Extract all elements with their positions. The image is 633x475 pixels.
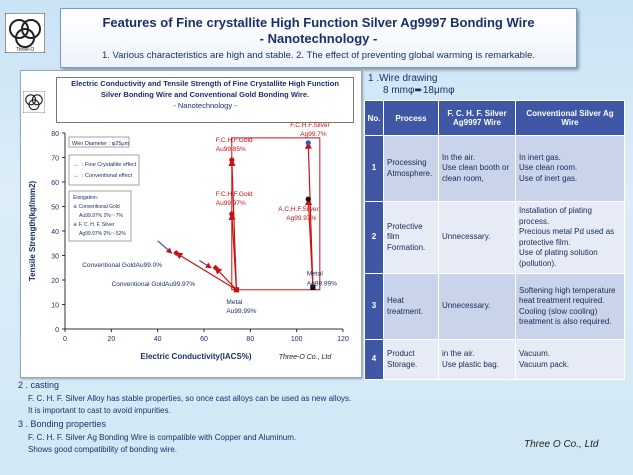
table-row xyxy=(365,136,625,202)
x-tick-label: 80 xyxy=(246,336,255,343)
row-conventional: Vacuum. Vacuum pack. xyxy=(516,340,625,380)
y-tick-label: 60 xyxy=(51,180,59,187)
wire-drawing-title: 1 .Wire drawing xyxy=(368,73,438,84)
col-header-fchf: F. C. H. F. Silver Ag9997 Wire xyxy=(439,101,516,136)
x-tick-label: 100 xyxy=(290,336,303,343)
data-point xyxy=(306,140,311,145)
y-axis-label: Tensile Strength(kgf/mm2) xyxy=(28,180,37,282)
row-process: Heat treatment. xyxy=(384,274,439,340)
y-tick-label: 10 xyxy=(51,302,59,310)
page-title-sub: - Nanotechnology - xyxy=(259,31,378,46)
y-tick-label: 30 xyxy=(51,253,59,261)
elongation-line: ※ F. C. H. F. Silver xyxy=(73,222,115,228)
legend-symbol: → xyxy=(73,162,79,168)
row-conventional: Installation of plating process. Precious metal Pd used as protective film. Use of plating solution (pollution). xyxy=(516,202,625,274)
row-fchf: Unnecessary. xyxy=(439,202,516,274)
legend-symbol: → xyxy=(73,173,79,179)
casting-line2: It is important to cast to avoid impurities. xyxy=(28,406,171,415)
logo-text: Three-O xyxy=(15,47,35,53)
table-row xyxy=(365,274,625,340)
row-conventional: In inert gas. Use clean room. Use of inert gas. xyxy=(516,136,625,202)
page-title: Features of Fine crystallite High Function Silver Ag9997 Bonding Wire xyxy=(102,15,535,30)
col-header-process: Process xyxy=(384,101,439,136)
data-point xyxy=(234,287,239,292)
y-tick-label: 70 xyxy=(51,155,59,163)
point-label: Conventional GoldAu99.97% xyxy=(111,280,196,288)
x-tick-label: 120 xyxy=(337,336,349,343)
point-label: F.C.H.F.Silver xyxy=(290,121,330,129)
casting-line1: F. C. H. F. Silver Alloy has stable properties, so once cast alloys can be used as new alloys. xyxy=(28,394,352,403)
page-subtitle: 1. Various characteristics are high and stable. 2. The effect of preventing global warming is remarkable. xyxy=(101,50,535,61)
row-no: 3 xyxy=(365,274,384,340)
row-process: Product Storage. xyxy=(384,340,439,380)
chart-title-line2: Silver Bonding Wire and Conventional Gold Bonding Wire. xyxy=(100,90,310,99)
data-point xyxy=(229,157,234,162)
row-no: 2 xyxy=(365,202,384,274)
elongation-line: Elongation: xyxy=(73,195,99,201)
elongation-line: Ag99.97% 2%〜52% xyxy=(79,231,126,237)
legend-item: : Fine Crystallite effect xyxy=(82,162,137,168)
casting-title: 2 . casting xyxy=(18,380,60,390)
y-tick-label: 50 xyxy=(51,204,59,212)
footer-credit: Three O Co., Ltd xyxy=(524,439,599,450)
chart-title-line3: - Nanotechnology - xyxy=(173,101,237,110)
row-process: Processing Atmosphere. xyxy=(384,136,439,202)
table-row xyxy=(365,340,625,380)
bonding-line2: Shows good compatibility of bonding wire. xyxy=(28,445,177,454)
point-sublabel: Au99.85% xyxy=(215,145,246,153)
row-process: Protective film Formation. xyxy=(384,202,439,274)
three-o-logo xyxy=(5,13,45,53)
data-point xyxy=(173,250,179,256)
elongation-line: ※ Conventional Gold xyxy=(73,204,120,210)
scatter-chart xyxy=(21,71,361,377)
point-label: Metal xyxy=(226,298,243,306)
col-header-conventional: Conventional Silver Ag Wire xyxy=(516,101,625,136)
point-sublabel: Au99.97% xyxy=(215,199,246,207)
x-tick-label: 20 xyxy=(107,336,116,343)
y-tick-label: 80 xyxy=(51,131,59,138)
point-label: Conventional GoldAu99.0% xyxy=(82,262,163,270)
y-tick-label: 40 xyxy=(51,229,59,236)
row-conventional: Softening high temperature heat treatment required. Cooling (slow cooling) treatment is also required. xyxy=(516,274,625,340)
table-row xyxy=(365,202,625,274)
process-comparison-table xyxy=(364,100,625,380)
data-point xyxy=(229,211,234,216)
page-header xyxy=(60,8,577,68)
x-axis-label: Electric Conductivity(IACS%) xyxy=(140,352,252,361)
point-sublabel: Au99.99% xyxy=(226,307,257,315)
row-fchf: in the air. Use plastic bag. xyxy=(439,340,516,380)
col-header-no: No. xyxy=(365,101,384,136)
point-label: A.C.H.F.Silver xyxy=(278,206,319,214)
data-point xyxy=(306,197,311,202)
bonding-line1: F. C. H. F. Silver Ag Bonding Wire is compatible with Copper and Aluminum. xyxy=(28,433,297,442)
y-tick-label: 0 xyxy=(55,327,59,334)
elongation-line: Au99.97% 2%〜7% xyxy=(79,213,123,219)
x-tick-label: 0 xyxy=(63,336,67,343)
point-sublabel: Ag99.99% xyxy=(306,280,337,288)
y-tick-label: 20 xyxy=(51,278,59,285)
fchf-region-box xyxy=(232,138,320,290)
point-sublabel: Ag99.7% xyxy=(300,130,327,138)
point-label: F.C.H.F.Gold xyxy=(215,136,253,144)
point-sublabel: Ag99.97% xyxy=(286,215,317,223)
conventional-arrow xyxy=(158,241,172,253)
chart-credit: Three-O Co., Ltd xyxy=(278,354,332,361)
wire-diameter-text: Wier Diameter : φ25μm xyxy=(72,141,130,147)
wire-drawing-value: 8 mmφ➨18μmφ xyxy=(383,85,455,96)
legend-box xyxy=(69,155,139,185)
row-fchf: Unnecessary. xyxy=(439,274,516,340)
row-no: 1 xyxy=(365,136,384,202)
x-tick-label: 40 xyxy=(153,336,162,343)
conventional-arrow xyxy=(199,260,211,267)
point-label: F.C.H.F.Gold xyxy=(215,190,253,198)
point-label: Metal xyxy=(306,270,323,278)
legend-item: : Conventional effect xyxy=(82,173,133,179)
table-header-row xyxy=(365,101,625,136)
row-no: 4 xyxy=(365,340,384,380)
row-fchf: In the air. Use clean booth or clean room, xyxy=(439,136,516,202)
chart-panel xyxy=(20,70,362,378)
chart-title-line1: Electric Conductivity and Tensile Strength of Fine Crystallite High Function xyxy=(71,79,339,88)
bonding-title: 3 . Bonding properties xyxy=(18,419,107,429)
x-tick-label: 60 xyxy=(200,336,208,343)
